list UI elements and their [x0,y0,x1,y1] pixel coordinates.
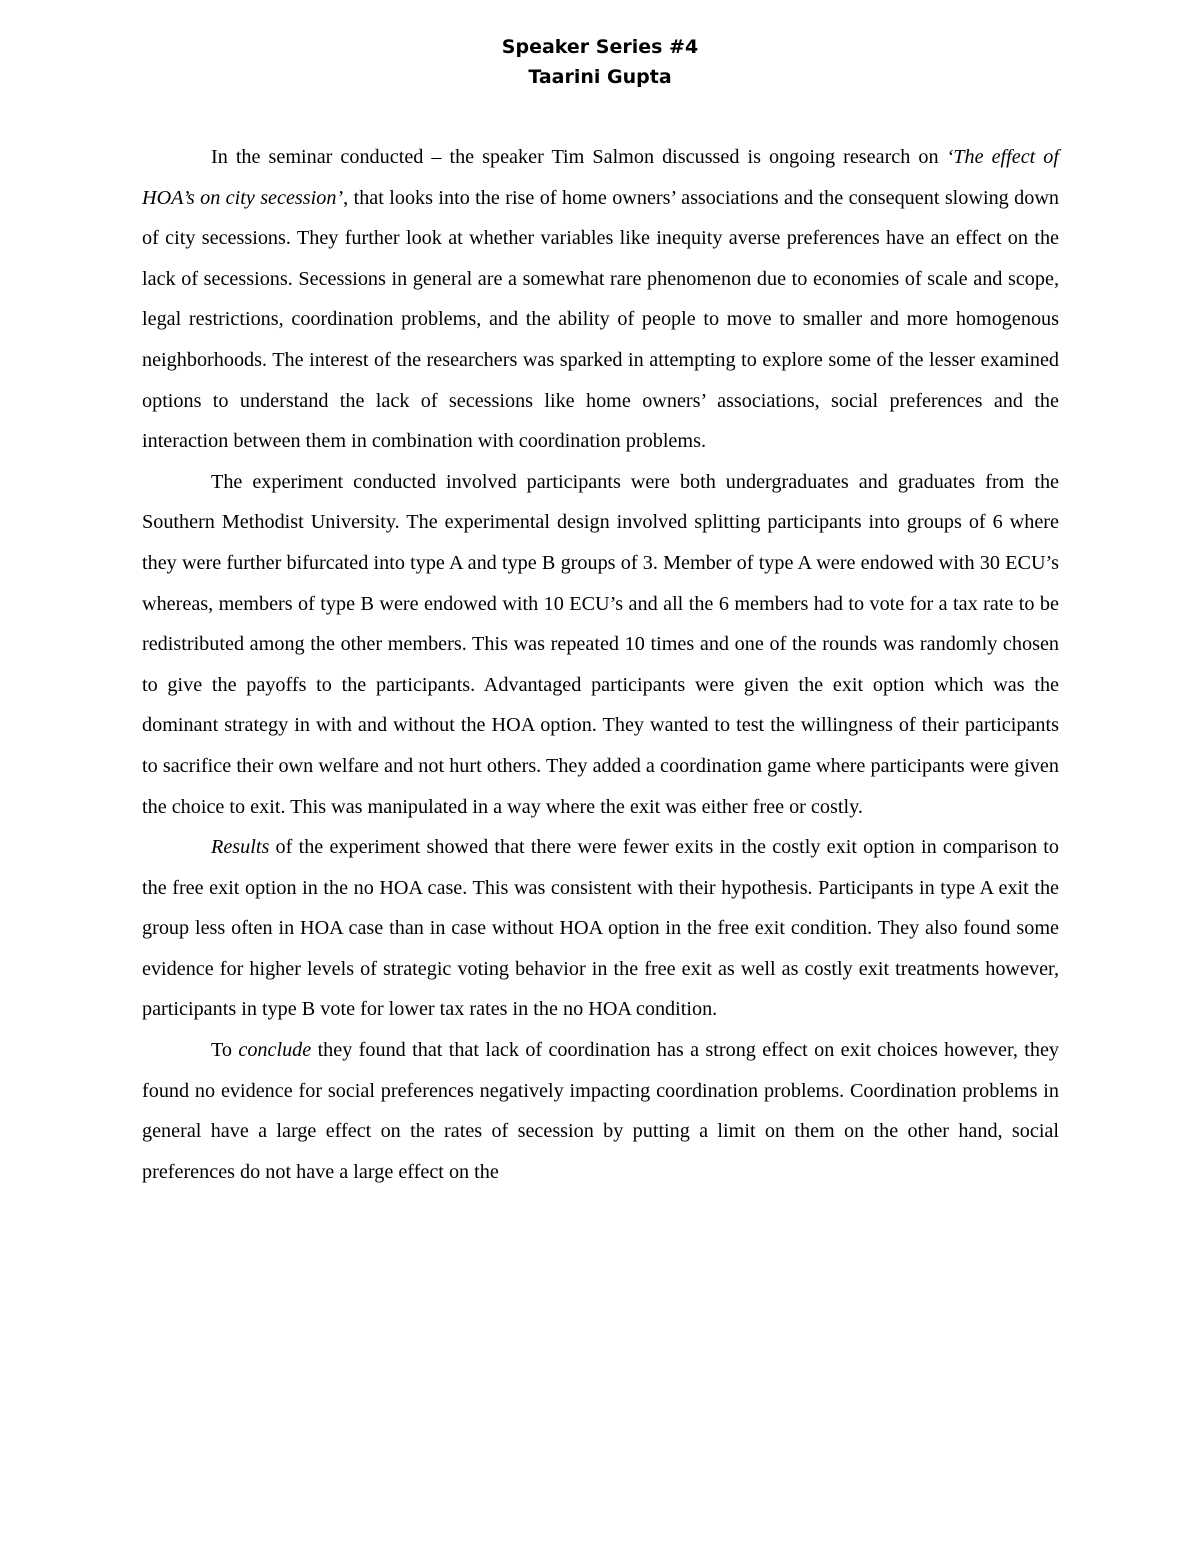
document-title: Speaker Series #4 [501,36,699,58]
paragraph-text: of the experiment showed that there were fewer exits in the costly exit option in comparison to the free exit option in the no HOA case. This was consistent with their hypothesis. Participants in type A exit the group less often in HOA case than in case without HOA option in the free exit condition. They also found some evidence for higher levels of strategic voting behavior in the free exit as well as costly exit treatments however, participants in type B vote for lower tax rates in the no HOA condition. [142,836,1059,1021]
paragraph-text: To [211,1039,239,1062]
paragraph-results [142,827,1059,1030]
paragraph-conclusion [142,1030,1059,1192]
paragraph-experiment [142,462,1059,827]
conclude-italic: conclude [238,1039,312,1062]
document-body [142,137,1059,1192]
paragraph-text: they found that that lack of coordination has a strong effect on exit choices however, they found no evidence for social preferences negatively impacting coordination problems. Coordination problems in general have a large effect on the rates of secession by putting a limit on them on the other hand, social preferences do not have a large effect on the [142,1039,1059,1183]
results-italic: Results [211,836,270,859]
document-author: Taarini Gupta [528,66,672,88]
paragraph-introduction [142,137,1059,462]
research-title-italic: ‘The effect of HOA’s on city secession’ [142,146,1059,209]
document-header [0,32,1200,92]
paragraph-text: , that looks into the rise of home owners’ associations and the consequent slowing down of city secessions. They further look at whether variables like inequity averse preferences have an effect on the lack of secessions. Secessions in general are a somewhat rare phenomenon due to economies of scale and scope, legal restrictions, coordination problems, and the ability of people to move to smaller and more homogenous neighborhoods. The interest of the researchers was sparked in attempting to explore some of the lesser examined options to understand the lack of secessions like home owners’ associations, social preferences and the interaction between them in combination with coordination problems. [142,186,1060,453]
paragraph-text: In the seminar conducted – the speaker Tim Salmon discussed is ongoing research on [211,146,947,168]
paragraph-text: The experiment conducted involved participants were both undergraduates and graduates from the Southern Methodist University. The experimental design involved splitting participants into groups of 6 where they were further bifurcated into type A and type B groups of 3. Member of type A were endowed with 30 ECU’s whereas, members of type B were endowed with 10 ECU’s and all the 6 members had to vote for a tax rate to be redistributed among the other members. This was repeated 10 times and one of the rounds was randomly chosen to give the payoffs to the participants. Advantaged participants were given the exit option which was the dominant strategy in with and without the HOA option. They wanted to test the willingness of their participants to sacrifice their own welfare and not hurt others. They added a coordination game where participants were given the choice to exit. This was manipulated in a way where the exit was either free or costly. [142,470,1059,818]
